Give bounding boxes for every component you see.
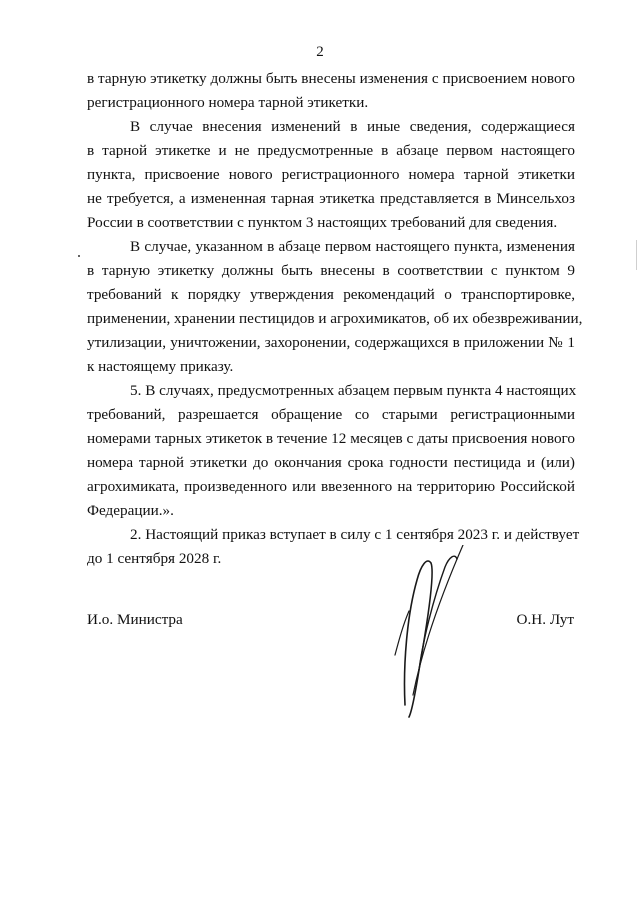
text-line: 5. В случаях, предусмотренных абзацем первым пункта 4 настоящих <box>130 382 577 399</box>
signer-title: И.о. Министра <box>87 611 183 628</box>
text-line: до 1 сентября 2028 г. <box>87 550 222 567</box>
text-line: в тарную этикетку должны быть внесены изменения с присвоением нового <box>87 70 575 87</box>
text-line: регистрационного номера тарной этикетки. <box>87 94 369 111</box>
text-line: номера тарной этикетки до окончания срока годности пестицида и (или) <box>87 454 575 471</box>
text-line: пункта, присвоение нового регистрационного номера тарной этикетки <box>87 166 575 183</box>
text-line: 2. Настоящий приказ вступает в силу с 1 сентября 2023 г. и действует <box>130 526 580 543</box>
text-line: агрохимиката, произведенного или ввезенного на территорию Российской <box>87 478 575 495</box>
scan-edge-mark <box>636 240 637 270</box>
text-line: России в соответствии с пунктом 3 настоящих требований для сведения. <box>87 214 558 231</box>
text-line: в тарную этикетку должны быть внесены в соответствии с пунктом 9 <box>87 262 575 279</box>
text-line: в тарной этикетке и не предусмотренные в абзаце первом настоящего <box>87 142 575 159</box>
text-line: применении, хранении пестицидов и агрохимикатов, об их обезвреживании, <box>87 310 583 327</box>
text-line: Федерации.». <box>87 502 174 519</box>
text-line: В случае внесения изменений в иные сведения, содержащиеся <box>130 118 575 135</box>
scan-speck <box>78 255 80 257</box>
page-number: 2 <box>316 44 324 60</box>
text-line: к настоящему приказу. <box>87 358 234 375</box>
text-line: В случае, указанном в абзаце первом настоящего пункта, изменения <box>130 238 575 255</box>
text-line: утилизации, уничтожении, захоронении, содержащихся в приложении № 1 <box>87 334 575 351</box>
text-line: номерами тарных этикеток в течение 12 месяцев с даты присвоения нового <box>87 430 575 447</box>
text-line: не требуется, а измененная тарная этикетка представляется в Минсельхоз <box>87 190 575 207</box>
text-line: требований, разрешается обращение со старыми регистрационными <box>87 406 575 423</box>
text-line: требований к порядку утверждения рекомендаций о транспортировке, <box>87 286 575 303</box>
handwritten-signature <box>375 545 485 725</box>
signer-name: О.Н. Лут <box>516 611 574 628</box>
